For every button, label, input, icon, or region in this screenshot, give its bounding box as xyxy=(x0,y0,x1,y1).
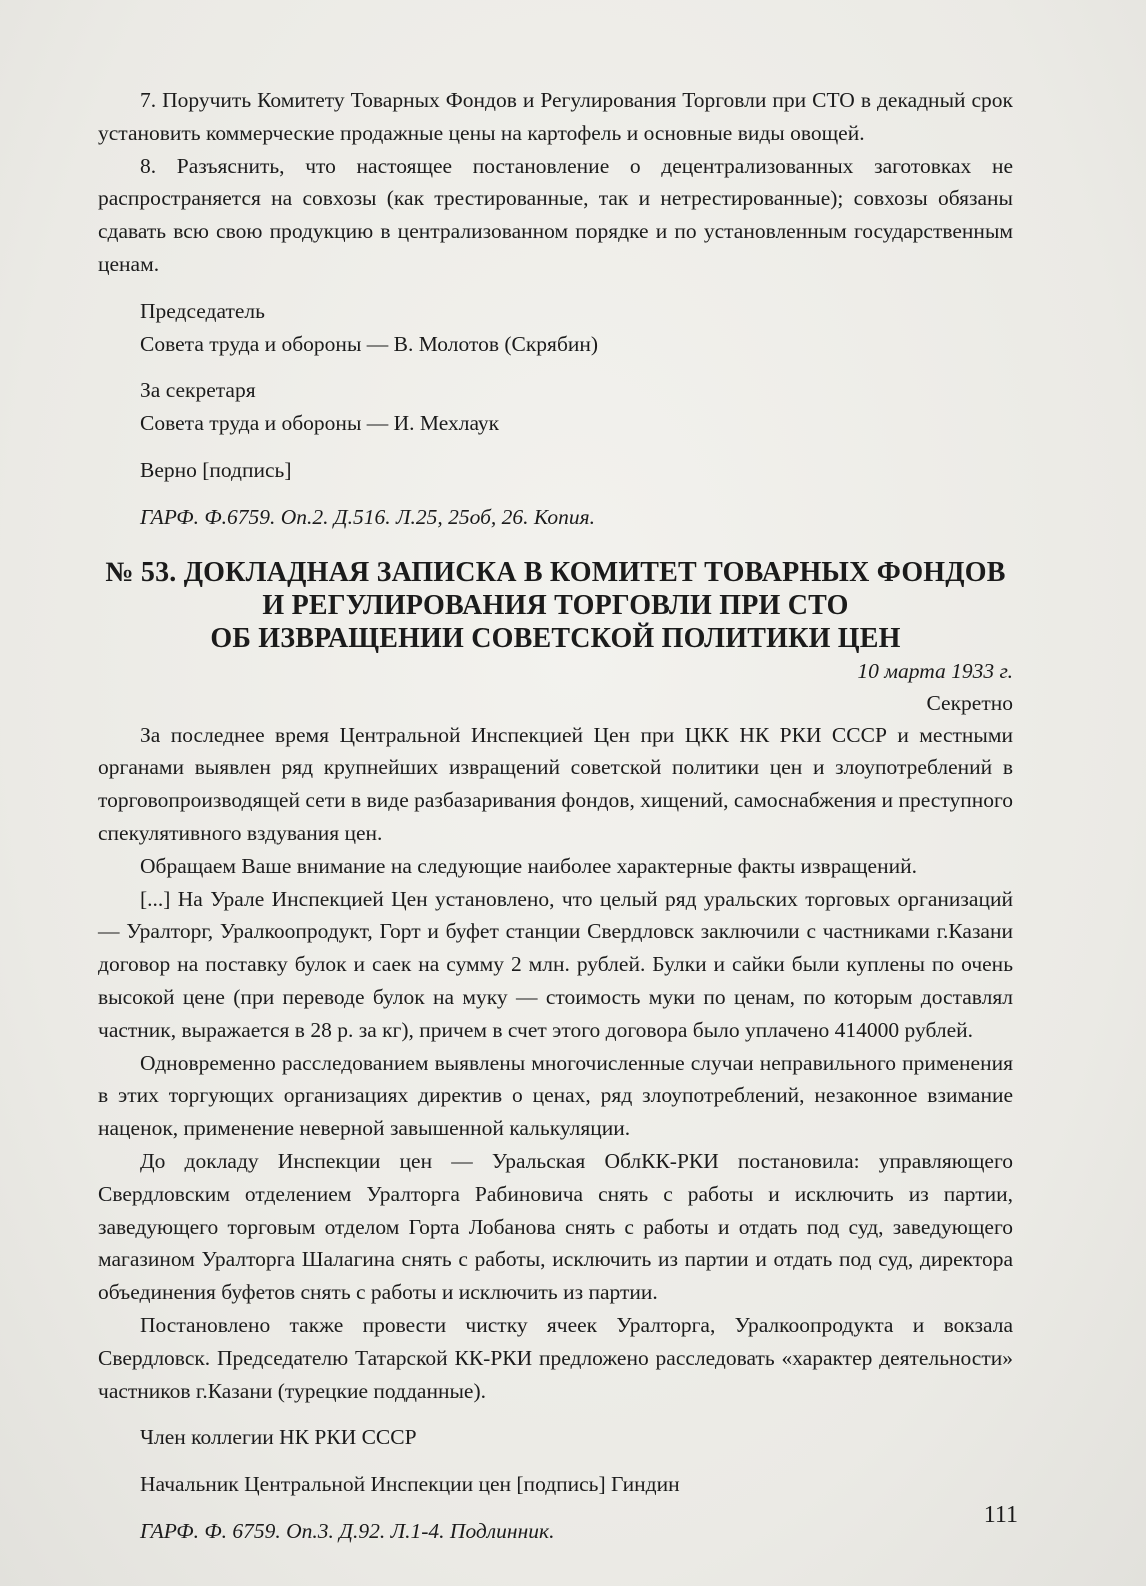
document-heading xyxy=(98,556,1013,655)
page-number: 111 xyxy=(983,1502,1018,1528)
paragraph-item-8: 8. Разъяснить, что настоящее постановление о децентрализованных заготовках не распространяется на совхозы (как трестированные, так и нетрестированные); совхозы обязаны сдавать всю свою продукцию в централизованном порядке и по установленным государственным ценам. xyxy=(98,153,1013,276)
paragraph-item-7: 7. Поручить Комитету Товарных Фондов и Регулирования Торговли при СТО в декадный срок установить коммерческие продажные цены на картофель и основные виды овощей. xyxy=(98,88,1013,145)
heading-line-3: ОБ ИЗВРАЩЕНИИ СОВЕТСКОЙ ПОЛИТИКИ ЦЕН xyxy=(210,622,901,654)
body-paragraph-1: За последнее время Центральной Инспекцией Цен при ЦКК НК РКИ СССР и местными органами выявлен ряд крупнейших извращений советской политики цен и злоупотреблений в торговопроизводящей сети в виде разбазаривания фондов, хищений, самоснабжения и преступного спекулятивного вздувания цен. xyxy=(98,722,1013,845)
page-content xyxy=(98,84,1013,1548)
archive-source-top: ГАРФ. Ф.6759. Оп.2. Д.516. Л.25, 25об, 26. Копия. xyxy=(140,504,596,529)
chair-title: Председатель xyxy=(140,298,265,323)
body-paragraph-2: Обращаем Ваше внимание на следующие наиболее характерные факты извращений. xyxy=(140,853,917,878)
secret-stamp: Секретно xyxy=(926,690,1013,715)
heading-line-2: И РЕГУЛИРОВАНИЯ ТОРГОВЛИ ПРИ СТО xyxy=(262,589,849,621)
body-paragraph-4: Одновременно расследованием выявлены многочисленные случаи неправильного применения в этих торгующих организациях директив о ценах, ряд злоупотреблений, незаконное взимание наценок, применение неверной завышенной калькуляции. xyxy=(98,1050,1013,1141)
head-signature: Начальник Центральной Инспекции цен [подпись] Гиндин xyxy=(140,1472,680,1497)
secretary-title: За секретаря xyxy=(140,378,256,403)
archive-source-bottom: ГАРФ. Ф. 6759. Оп.3. Д.92. Л.1-4. Подлинник. xyxy=(140,1518,555,1543)
member-signature: Член коллегии НК РКИ СССР xyxy=(140,1425,417,1450)
verified-note: Верно [подпись] xyxy=(140,457,292,482)
secretary-signature-line: Совета труда и обороны — И. Мехлаук xyxy=(140,411,500,436)
body-paragraph-6: Постановлено также провести чистку ячеек Уралторга, Уралкоопродукта и вокзала Свердловск. Председателю Татарской КК-РКИ предложено расследовать «характер деятельности» частников г.Казани (турецкие подданные). xyxy=(98,1312,1013,1403)
chair-signature-line: Совета труда и обороны — В. Молотов (Скрябин) xyxy=(140,331,599,356)
body-paragraph-5: До докладу Инспекции цен — Уральская ОблКК-РКИ постановила: управляющего Свердловским отделением Уралторга Рабиновича снять с работы и исключить из партии, заведующего торговым отделом Горта Лобанова снять с работы и отдать под суд, заведующего магазином Уралторга Шалагина снять с работы, исключить из партии и отдать под суд, директора объединения буфетов снять с работы и исключить из партии. xyxy=(98,1148,1013,1305)
document-date: 10 марта 1933 г. xyxy=(857,658,1013,683)
body-paragraph-3: [...] На Урале Инспекцией Цен установлено, что целый ряд уральских торговых организаций — Уралторг, Уралкоопродукт, Горт и буфет станции Свердловск заключили с частниками г.Казани договор на поставку булок и саек на сумму 2 млн. рублей. Булки и сайки были куплены по очень высокой цене (при переводе булок на муку — стоимость муки по ценам, по которым доставлял частник, выражается в 28 р. за кг), причем в счет этого договора было уплачено 414000 рублей. xyxy=(98,886,1013,1042)
heading-line-1: № 53. ДОКЛАДНАЯ ЗАПИСКА В КОМИТЕТ ТОВАРНЫХ ФОНДОВ xyxy=(105,556,1006,588)
